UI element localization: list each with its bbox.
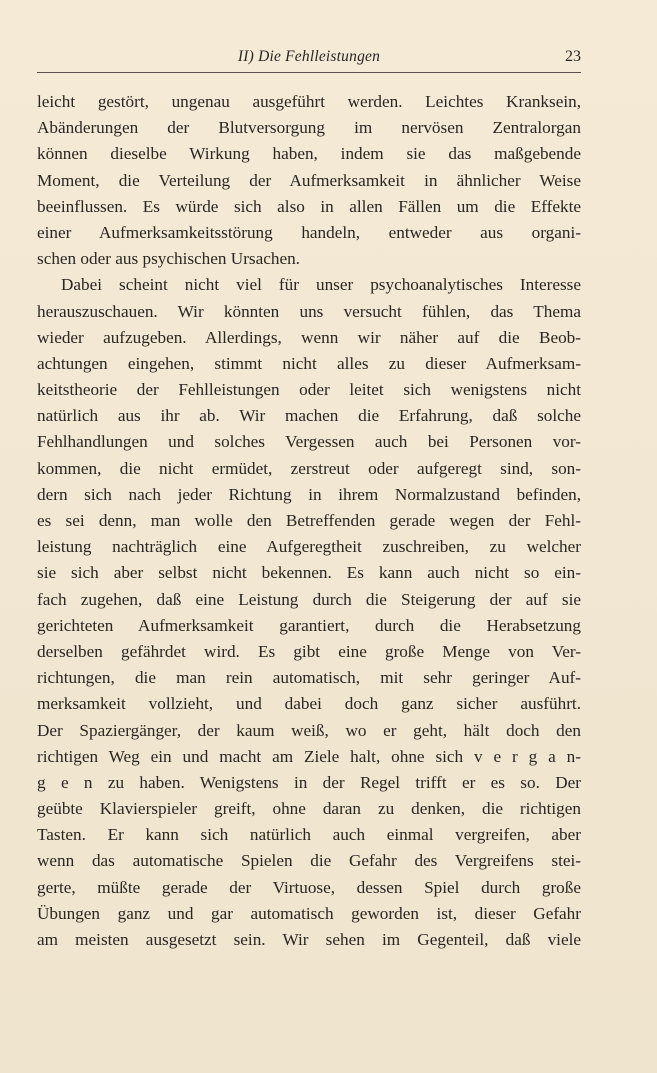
text-line: derselben gefährdet wird. Es gibt eine große Menge von Ver-	[37, 641, 581, 661]
text-line: sie sich aber selbst nicht bekennen. Es kann auch nicht so ein-	[37, 563, 581, 583]
text-line: Der Spaziergänger, der kaum weiß, wo er geht, hält doch den	[37, 720, 581, 740]
text-line: leicht gestört, ungenau ausgeführt werden. Leichtes Kranksein,	[37, 92, 581, 111]
text-line: kommen, die nicht ermüdet, zerstreut oder aufgeregt sind, son-	[37, 458, 581, 478]
text-line: Abänderungen der Blutversorgung im nervösen Zentralorgan	[37, 118, 581, 138]
text-line: geübte Klavierspieler greift, ohne daran zu denken, die richtigen	[37, 799, 581, 819]
text-line: Dabei scheint nicht viel für unser psychoanalytisches Interesse	[61, 275, 581, 295]
text-line: Moment, die Verteilung der Aufmerksamkeit in ähnlicher Weise	[37, 170, 581, 190]
text-line: keitstheorie der Fehlleistungen oder leitet sich wenigstens nicht	[37, 380, 581, 400]
text-line: wieder aufzugeben. Allerdings, wenn wir näher auf die Beob-	[37, 327, 581, 347]
text-line: gerichteten Aufmerksamkeit garantiert, durch die Herabsetzung	[37, 615, 581, 635]
text-line: richtungen, die man rein automatisch, mit sehr geringer Auf-	[37, 668, 581, 688]
body-text	[37, 89, 581, 953]
text-line: gerte, müßte gerade der Virtuose, dessen Spiel durch große	[37, 877, 581, 897]
text-line: können dieselbe Wirkung haben, indem sie das maßgebende	[37, 144, 581, 164]
text-line: schen oder aus psychischen Ursachen.	[37, 249, 300, 269]
text-line: es sei denn, man wolle den Betreffenden gerade wegen der Fehl-	[37, 511, 581, 530]
text-line: richtigen Weg ein und macht am Ziele halt, ohne sich v e r g a n-	[37, 746, 581, 766]
text-line: herauszuschauen. Wir könnten uns versucht fühlen, das Thema	[37, 301, 581, 321]
text-line: Fehlhandlungen und solches Vergessen auch bei Personen vor-	[37, 432, 581, 452]
page-number: 23	[565, 48, 581, 65]
text-line: einer Aufmerksamkeitsstörung handeln, entweder aus organi-	[37, 222, 581, 242]
header-rule	[37, 72, 581, 73]
text-line: Tasten. Er kann sich natürlich auch einmal vergreifen, aber	[37, 825, 581, 845]
text-line: dern sich nach jeder Richtung in ihrem Normalzustand befinden,	[37, 484, 581, 504]
page-header	[37, 44, 581, 72]
text-line: beeinflussen. Es würde sich also in allen Fällen um die Effekte	[37, 196, 581, 216]
text-line: Übungen ganz und gar automatisch geworden ist, dieser Gefahr	[37, 903, 581, 923]
text-line: achtungen eingehen, stimmt nicht alles zu dieser Aufmerksam-	[37, 353, 581, 373]
running-head: II) Die Fehlleistungen	[237, 48, 381, 65]
text-line: am meisten ausgesetzt sein. Wir sehen im Gegenteil, daß viele	[37, 930, 581, 949]
text-line: natürlich aus ihr ab. Wir machen die Erfahrung, daß solche	[37, 406, 581, 426]
text-line: g e n zu haben. Wenigstens in der Regel trifft er es so. Der	[37, 772, 581, 792]
text-line: leistung nachträglich eine Aufgeregtheit zuschreiben, zu welcher	[37, 537, 581, 557]
text-line: fach zugehen, daß eine Leistung durch die Steigerung der auf sie	[37, 589, 581, 609]
text-line: wenn das automatische Spielen die Gefahr des Vergreifens stei-	[37, 851, 581, 871]
text-line: merksamkeit vollzieht, und dabei doch ganz sicher ausführt.	[37, 694, 581, 714]
